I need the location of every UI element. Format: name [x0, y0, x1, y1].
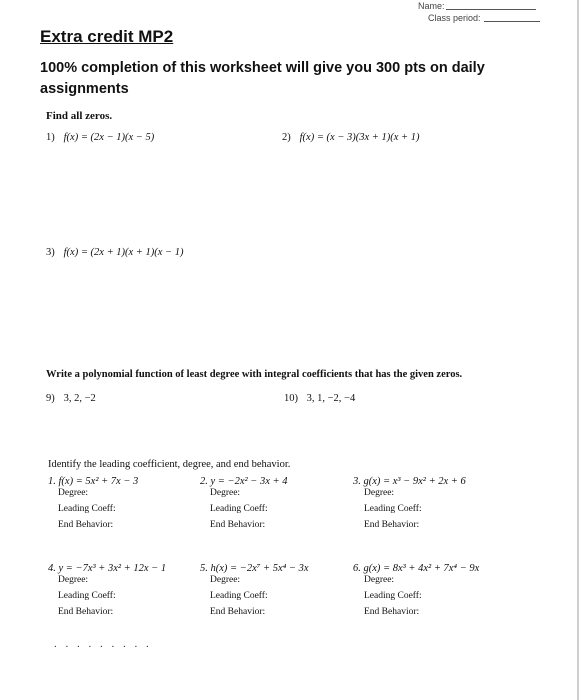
problem-1	[46, 132, 154, 143]
item-2-degree-label: Degree:	[210, 488, 241, 498]
problem-3	[46, 247, 184, 258]
class-period-label: Class period:	[428, 13, 481, 23]
problem-zeros: 3, 2, −2	[63, 393, 96, 404]
problem-number: 10)	[284, 393, 298, 404]
expression-text: 5. h(x) = −2x⁷ + 5x⁴ − 3x	[200, 563, 309, 574]
item-3-behavior-label: End Behavior:	[364, 520, 420, 530]
item-3-coeff-label: Leading Coeff:	[364, 504, 422, 514]
item-2-behavior-label: End Behavior:	[210, 520, 266, 530]
problem-expression: f(x) = (2x + 1)(x + 1)(x − 1)	[63, 247, 184, 258]
problem-number: 1)	[46, 132, 55, 143]
item-4-behavior-label: End Behavior:	[58, 607, 114, 617]
item-3-expression	[353, 476, 466, 487]
item-6-degree-label: Degree:	[364, 575, 395, 585]
item-1-expression	[48, 476, 138, 487]
item-5-coeff-label: Leading Coeff:	[210, 591, 268, 601]
item-1-coeff-label: Leading Coeff:	[58, 504, 116, 514]
problem-expression: f(x) = (x − 3)(3x + 1)(x + 1)	[299, 132, 420, 143]
worksheet-intro: 100% completion of this worksheet will give you 300 pts on daily assignments	[40, 60, 485, 97]
class-period-line	[484, 21, 540, 22]
section2-heading: Write a polynomial function of least degree with integral coefficients that has the given zeros.	[46, 369, 463, 380]
item-1-behavior-label: End Behavior:	[58, 520, 114, 530]
item-4-coeff-label: Leading Coeff:	[58, 591, 116, 601]
problem-zeros: 3, 1, −2, −4	[306, 393, 356, 404]
problem-number: 2)	[282, 132, 291, 143]
item-2-coeff-label: Leading Coeff:	[210, 504, 268, 514]
item-5-degree-label: Degree:	[210, 575, 241, 585]
expression-text: 2. y = −2x² − 3x + 4	[200, 476, 288, 487]
item-6-coeff-label: Leading Coeff:	[364, 591, 422, 601]
item-4-degree-label: Degree:	[58, 575, 89, 585]
section1-heading: Find all zeros.	[46, 110, 113, 122]
problem-9	[46, 393, 96, 404]
item-5-behavior-label: End Behavior:	[210, 607, 266, 617]
item-6-expression	[353, 563, 479, 574]
item-1-degree-label: Degree:	[58, 488, 89, 498]
item-5-expression	[200, 563, 309, 574]
problem-2	[282, 132, 420, 143]
worksheet-title: Extra credit MP2	[40, 27, 174, 46]
footer-cutoff-marks: . . . . . . . . .	[54, 638, 152, 650]
item-6-behavior-label: End Behavior:	[364, 607, 420, 617]
problem-number: 9)	[46, 393, 55, 404]
expression-text: 6. g(x) = 8x³ + 4x² + 7x⁴ − 9x	[353, 563, 480, 574]
problem-number: 3)	[46, 247, 55, 258]
item-2-expression	[200, 476, 287, 487]
section3-heading: Identify the leading coefficient, degree, and end behavior.	[48, 459, 291, 470]
expression-text: 1. f(x) = 5x² + 7x − 3	[48, 476, 139, 487]
problem-10	[284, 393, 355, 404]
name-line	[446, 9, 536, 10]
problem-expression: f(x) = (2x − 1)(x − 5)	[63, 132, 155, 143]
item-3-degree-label: Degree:	[364, 488, 395, 498]
item-4-expression	[48, 563, 166, 574]
expression-text: 4. y = −7x³ + 3x² + 12x − 1	[48, 563, 167, 574]
expression-text: 3. g(x) = x³ − 9x² + 2x + 6	[353, 476, 466, 487]
name-label: Name:	[418, 1, 445, 11]
